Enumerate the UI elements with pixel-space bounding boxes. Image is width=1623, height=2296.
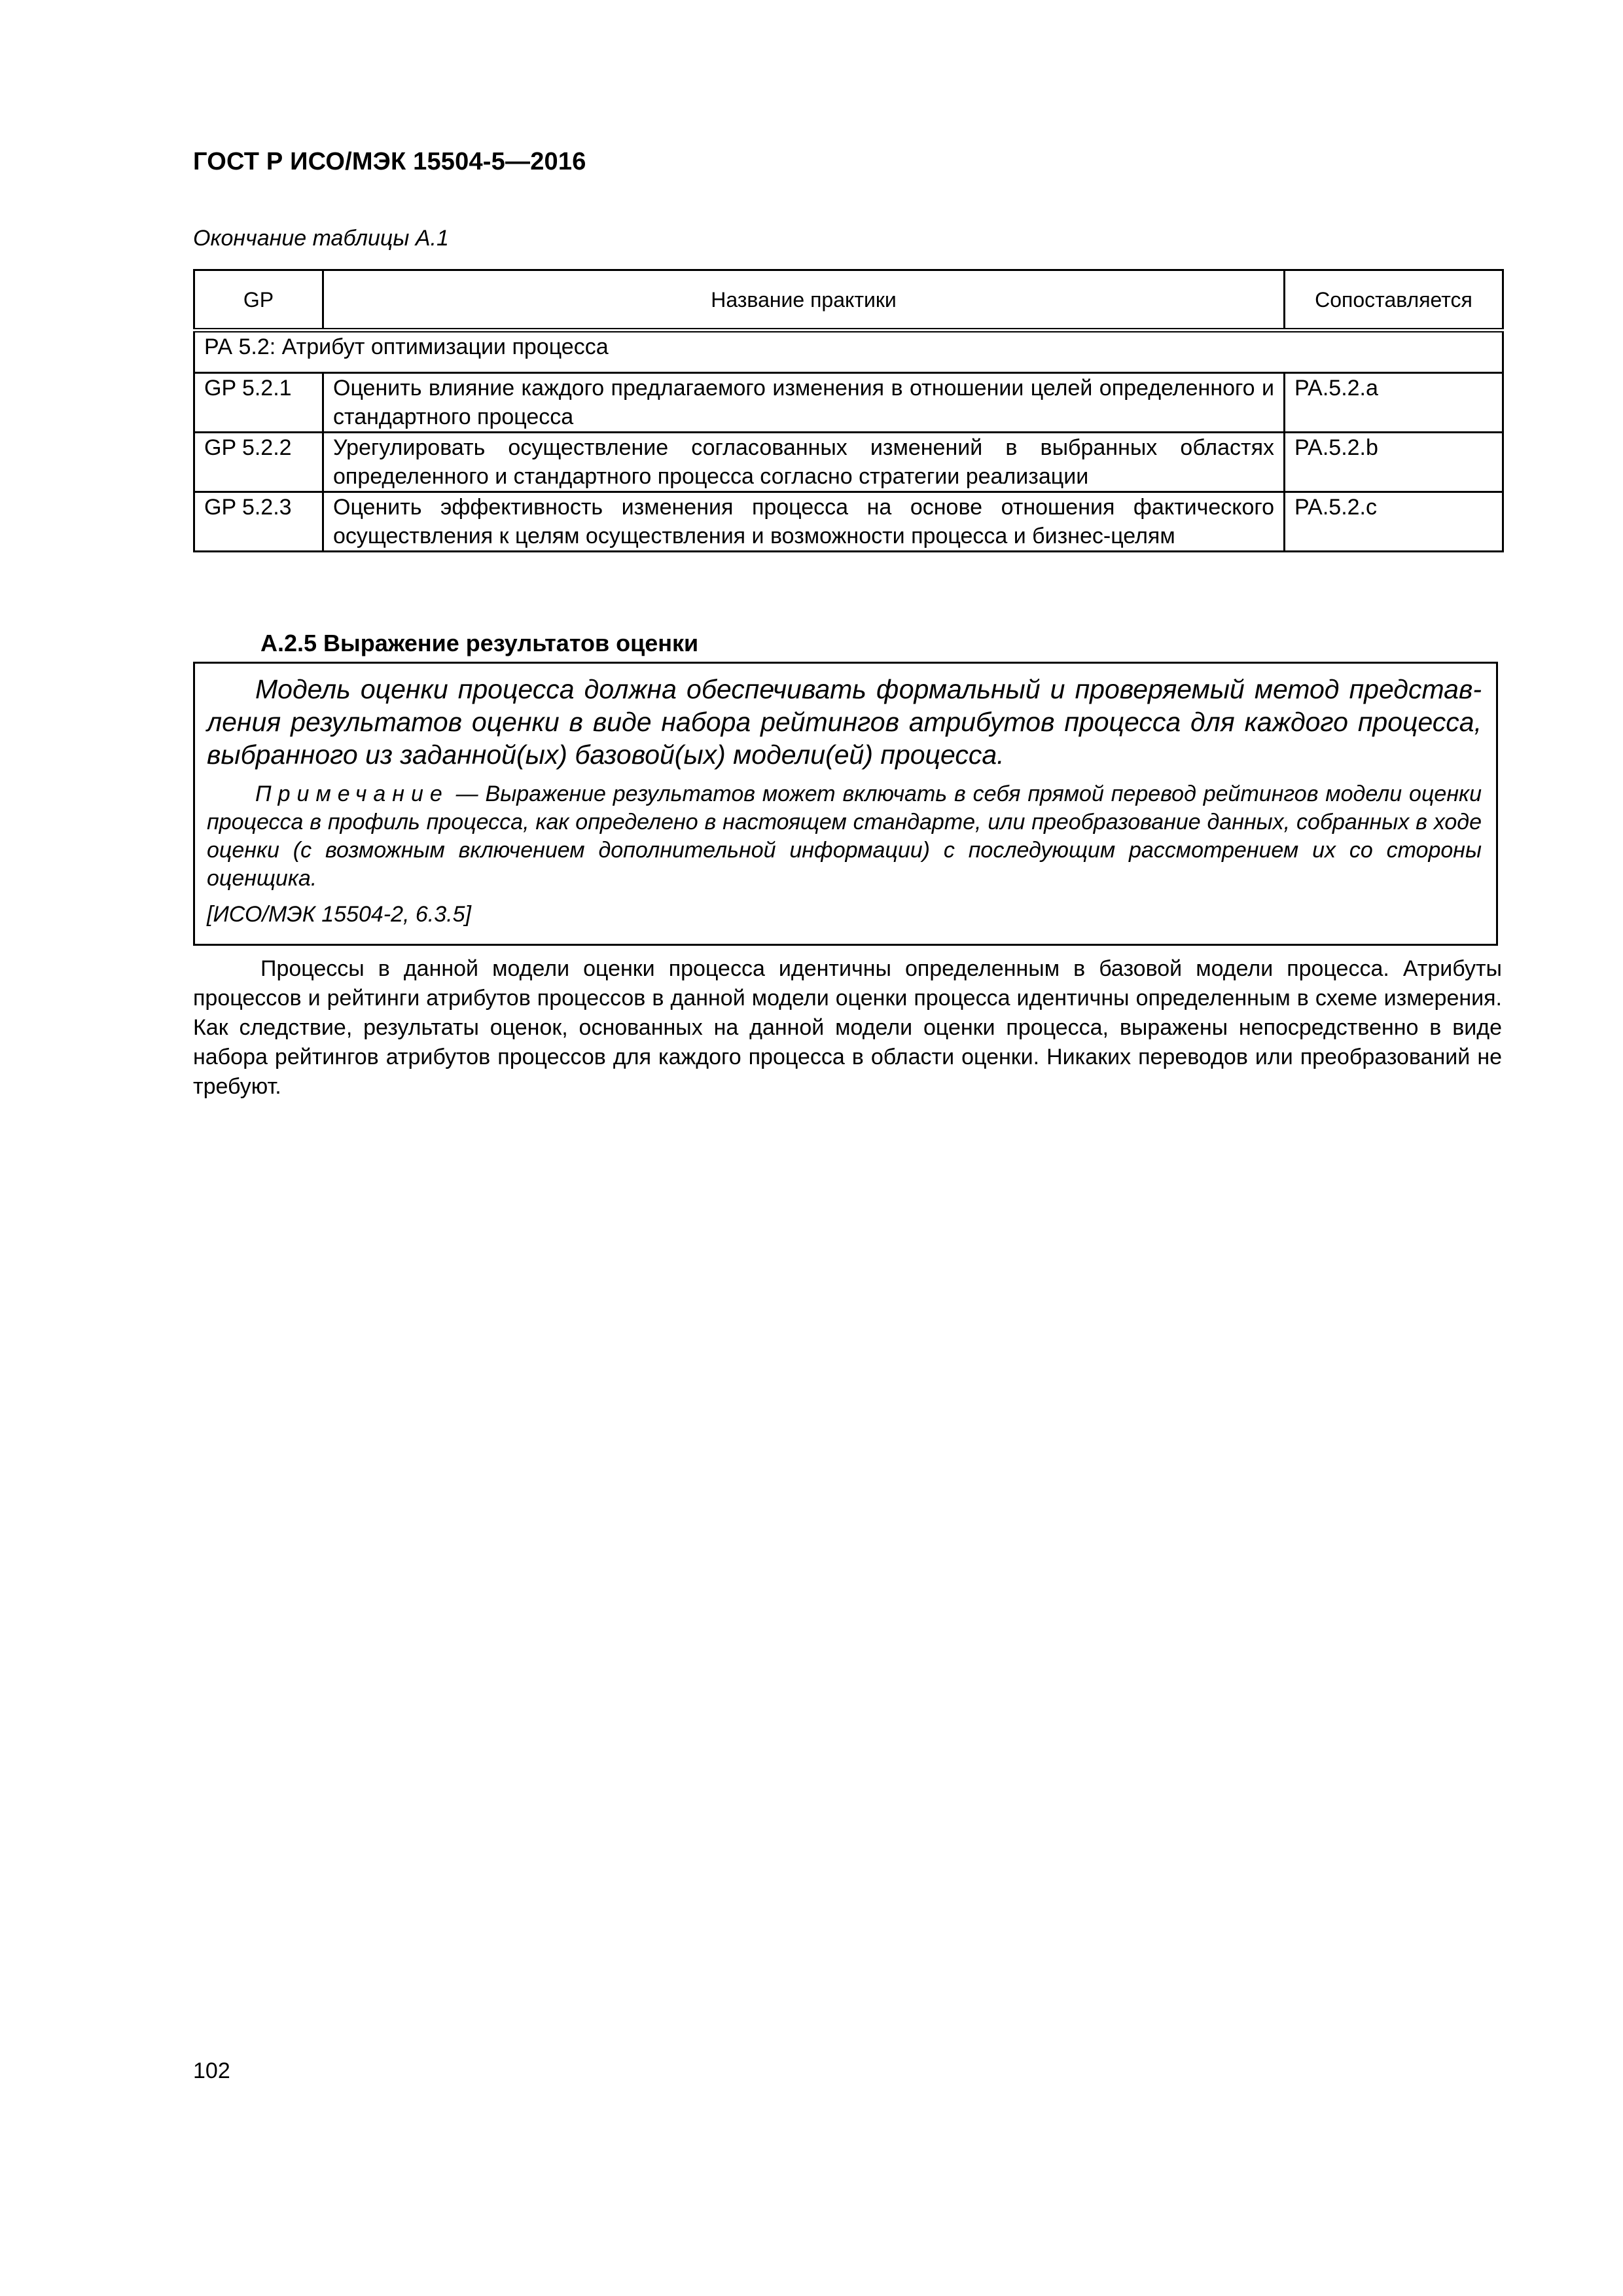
requirement-text: Модель оценки процесса должна обеспечивать формальный и проверяемый метод представления результатов оценки в виде набора рейтингов атрибутов процесса для каждого процесса, выбранного из заданной(ых) базовой(ых) модели(ей) процесса. bbox=[207, 674, 1482, 770]
note-paragraph bbox=[207, 780, 1482, 893]
table-row bbox=[194, 373, 1503, 433]
practice-name-cell: Урегулировать осуществление согласованных изменений в выбранных областях определенного и стандартного процесса согласно стратегии реализации bbox=[323, 433, 1285, 492]
note-label: Примечание bbox=[255, 781, 449, 806]
gp-cell: GP 5.2.1 bbox=[194, 373, 323, 433]
group-row-label: РА 5.2: Атрибут оптимизации процесса bbox=[194, 331, 1503, 373]
practice-name-cell: Оценить влияние каждого предлагаемого изменения в отношении целей определенного и стандартного процесса bbox=[323, 373, 1285, 433]
document-header: ГОСТ Р ИСО/МЭК 15504-5—2016 bbox=[193, 148, 586, 175]
mapped-cell: PA.5.2.b bbox=[1285, 433, 1503, 492]
requirement-box bbox=[193, 662, 1498, 946]
body-paragraph: Процессы в данной модели оценки процесса идентичны определенным в базовой модели процесса. Атрибуты процессов и рейтинги атрибутов процессов в данной модели оценки процесса идентичны определенным в схеме измерения. Как следствие, результаты оценок, основанных на данной модели оценки процесса, выражены непосредственно в виде набора рейтингов атрибутов процессов для каждого процесса в области оценки. Никаких переводов или преобразований не требуют. bbox=[193, 956, 1502, 1099]
column-header-gp: GP bbox=[194, 270, 323, 331]
table-group-row bbox=[194, 331, 1503, 373]
practices-table bbox=[193, 269, 1504, 552]
source-reference: [ИСО/МЭК 15504-2, 6.3.5] bbox=[207, 902, 471, 927]
column-header-practice-name: Название практики bbox=[323, 270, 1285, 331]
gp-cell: GP 5.2.3 bbox=[194, 492, 323, 552]
practice-name-cell: Оценить эффективность изменения процесса на основе отношения фактического осуществления к целям осуществления и возможности процесса и бизнес-целям bbox=[323, 492, 1285, 552]
mapped-cell: PA.5.2.a bbox=[1285, 373, 1503, 433]
table-row bbox=[194, 433, 1503, 492]
table-caption: Окончание таблицы А.1 bbox=[193, 226, 449, 251]
gp-cell: GP 5.2.2 bbox=[194, 433, 323, 492]
table-row bbox=[194, 492, 1503, 552]
column-header-mapped: Сопоставляется bbox=[1285, 270, 1503, 331]
note-text: — Выражение результатов может включать в себя прямой перевод рейтингов модели оценки процесса в профиль процесса, как определено в настоящем стандарте, или преобразование данных, собранных в ходе оценки (с возможным включением дополнительной информации) с последующим рассмотрением их со стороны оценщика. bbox=[207, 781, 1482, 891]
section-heading: А.2.5 Выражение результатов оценки bbox=[260, 630, 699, 656]
page-number: 102 bbox=[193, 2058, 230, 2083]
table-header-row bbox=[194, 270, 1503, 331]
mapped-cell: PA.5.2.c bbox=[1285, 492, 1503, 552]
